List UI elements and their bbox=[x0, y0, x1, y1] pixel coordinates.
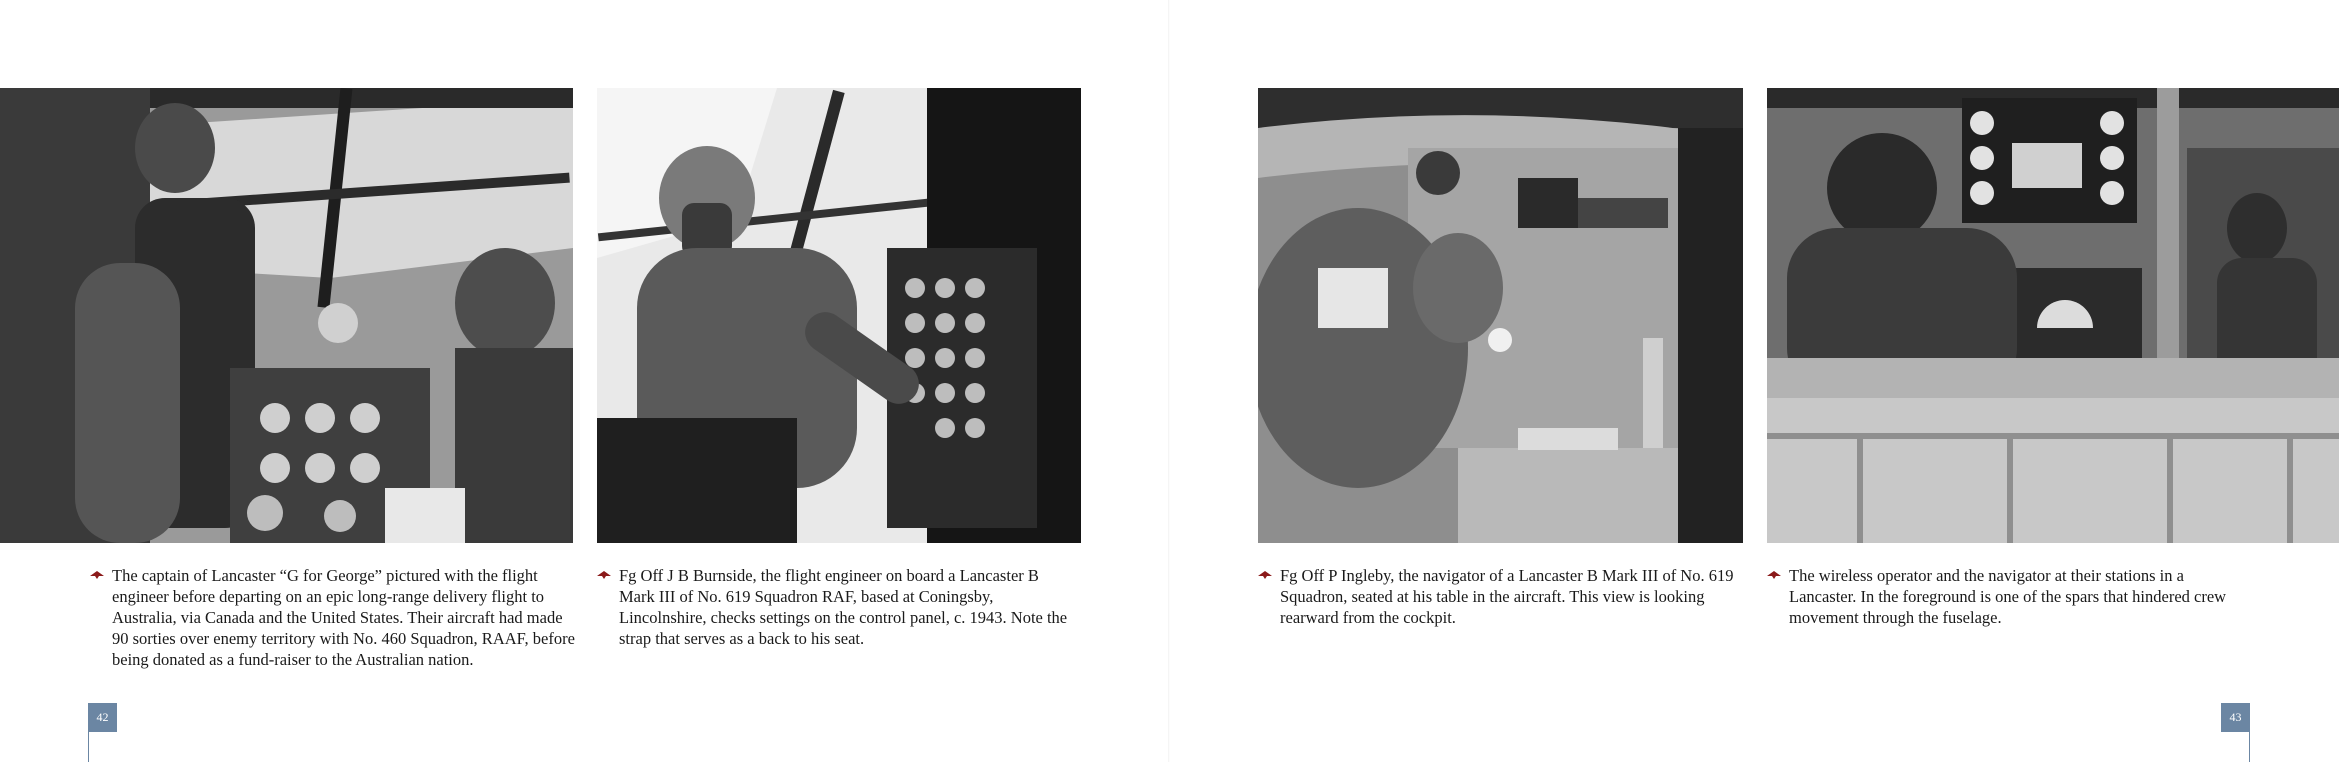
page-number-right: 43 bbox=[2221, 703, 2250, 732]
plane-bullet-icon bbox=[90, 570, 104, 580]
caption-text: The captain of Lancaster “G for George” pictured with the flight engineer before departing on an epic long-range delivery flight to Australia, via Canada and the United States. Their aircraft had made 90 sorties over enemy territory with No. 460 Squadron, RAAF, before being donated as a fund-raiser to the Australian nation. bbox=[112, 566, 575, 669]
page-number-rule bbox=[2249, 732, 2250, 762]
photo-cockpit-captain bbox=[0, 88, 573, 543]
plane-bullet-icon bbox=[1258, 570, 1272, 580]
left-page bbox=[0, 0, 1169, 762]
caption-text: Fg Off P Ingleby, the navigator of a Lancaster B Mark III of No. 619 Squadron, seated at his table in the aircraft. This view is looking rearward from the cockpit. bbox=[1280, 566, 1734, 627]
photo-wireless-operator bbox=[1767, 88, 2339, 543]
caption-text: Fg Off J B Burnside, the flight engineer on board a Lancaster B Mark III of No. 619 Squadron RAF, based at Coningsby, Lincolnshire, checks settings on the control panel, c. 1943. Note the strap that serves as a back to his seat. bbox=[619, 566, 1068, 648]
plane-bullet-icon bbox=[597, 570, 611, 580]
page-number-left: 42 bbox=[88, 703, 117, 732]
right-page bbox=[1170, 0, 2339, 762]
photo-flight-engineer bbox=[597, 88, 1081, 543]
photo-navigator bbox=[1258, 88, 1743, 543]
page-number-rule bbox=[88, 732, 89, 762]
plane-bullet-icon bbox=[1767, 570, 1781, 580]
caption-text: The wireless operator and the navigator at their stations in a Lancaster. In the foreground is one of the spars that hindered crew movement through the fuselage. bbox=[1789, 566, 2227, 627]
